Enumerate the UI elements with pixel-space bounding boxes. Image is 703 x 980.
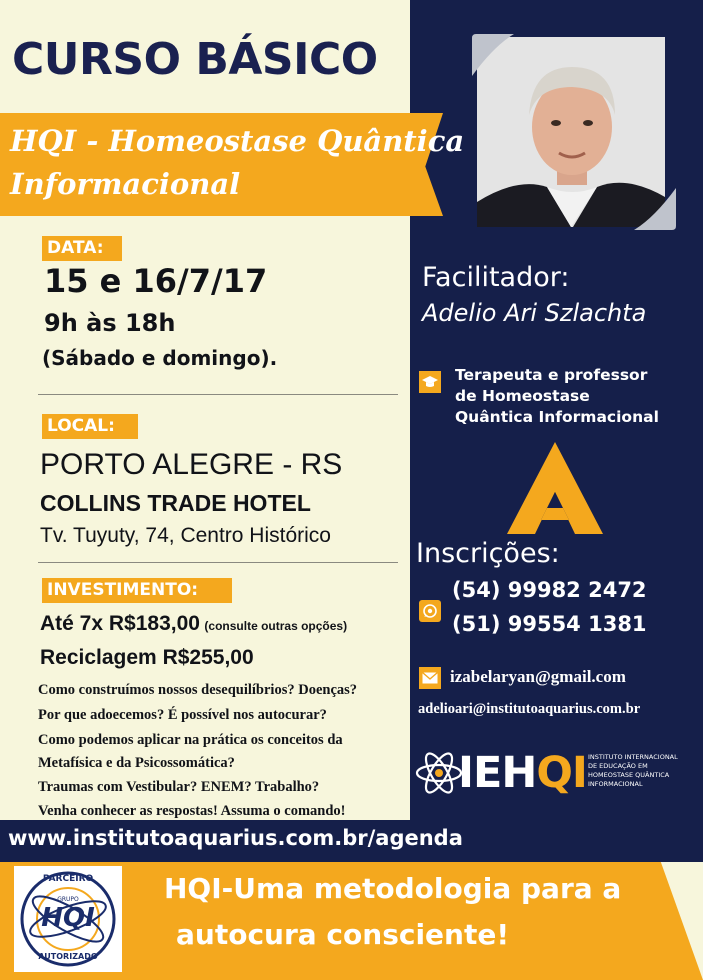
investment-label: INVESTIMENTO: xyxy=(42,578,232,603)
photo-corner-bottom-right xyxy=(628,182,688,242)
facilitator-name: Adelio Ari Szlachta xyxy=(422,299,647,327)
institute-name-line: HOMEOSTASE QUÂNTICA xyxy=(588,771,670,779)
page-title: CURSO BÁSICO xyxy=(12,34,378,85)
badge-top-text: PARCEIRO xyxy=(42,874,94,884)
facilitator-role-line-2: de Homeostase xyxy=(455,387,590,405)
question-line: Traumas com Vestibular? ENEM? Trabalho? xyxy=(38,779,320,795)
divider xyxy=(38,394,398,395)
question-line: Metafísica e da Psicossomática? xyxy=(38,755,235,771)
institute-logo-wordmark: IEHQI xyxy=(458,748,587,798)
question-line: Como podemos aplicar na prática os conceitos da xyxy=(38,732,343,748)
location-city: PORTO ALEGRE - RS xyxy=(40,448,343,481)
registration-heading: Inscrições: xyxy=(416,538,560,569)
phone-number-1[interactable]: (54) 99982 2472 xyxy=(452,578,647,602)
question-line: Por que adoecemos? É possível nos autocurar? xyxy=(38,707,327,723)
date-label: DATA: xyxy=(42,236,122,261)
event-dates: 15 e 16/7/17 xyxy=(44,262,268,300)
badge-center-text: HQI xyxy=(41,903,95,933)
question-line: Venha conhecer as respostas! Assuma o comando! xyxy=(38,803,346,819)
badge-bottom-text: AUTORIZADO xyxy=(38,952,98,961)
location-address: Tv. Tuyuty, 74, Centro Histórico xyxy=(40,524,331,547)
email-link-2[interactable]: adelioari@institutoaquarius.com.br xyxy=(418,701,641,717)
institute-name-line: DE EDUCAÇÃO EM xyxy=(588,762,648,770)
whatsapp-icon xyxy=(419,600,441,622)
institute-name-line: INFORMACIONAL xyxy=(588,780,643,788)
graduation-cap-icon xyxy=(419,371,441,393)
envelope-icon xyxy=(419,667,441,689)
recycling-price: Reciclagem R$255,00 xyxy=(40,646,254,669)
institute-logo-text xyxy=(458,748,587,798)
installments-price: Até 7x R$183,00 xyxy=(40,612,200,635)
location-hotel: COLLINS TRADE HOTEL xyxy=(40,490,311,516)
facilitator-heading: Facilitador: xyxy=(422,262,570,293)
slogan-line-2: autocura consciente! xyxy=(176,918,510,951)
institute-name-line: INSTITUTO INTERNACIONAL xyxy=(588,753,678,761)
installments-note: (consulte outras opções) xyxy=(204,619,348,633)
slogan-line-1: HQI-Uma metodologia para a xyxy=(164,872,622,905)
photo-corner-top-left xyxy=(464,26,524,86)
badge-small-text: GRUPO xyxy=(57,896,79,903)
aquarius-logo-icon xyxy=(505,440,605,536)
facilitator-role-line-3: Quântica Informacional xyxy=(455,408,659,426)
installments-line xyxy=(40,612,347,636)
question-line: Como construímos nossos desequilíbrios? Doenças? xyxy=(38,682,358,698)
email-link-1[interactable]: izabelaryan@gmail.com xyxy=(450,667,626,686)
facilitator-role-line-1: Terapeuta e professor xyxy=(455,366,648,384)
event-hours: 9h às 18h xyxy=(44,309,176,337)
course-name-line-2: Informacional xyxy=(10,167,241,201)
atom-icon xyxy=(414,748,464,798)
location-label: LOCAL: xyxy=(42,414,138,439)
partner-badge xyxy=(14,866,122,972)
divider xyxy=(38,562,398,563)
phone-number-2[interactable]: (51) 99554 1381 xyxy=(452,612,647,636)
website-link[interactable]: www.institutoaquarius.com.br/agenda xyxy=(8,826,463,850)
institute-name-block xyxy=(588,753,678,789)
event-days: (Sábado e domingo). xyxy=(42,346,278,370)
course-name-line-1: HQI - Homeostase Quântica xyxy=(10,124,465,158)
